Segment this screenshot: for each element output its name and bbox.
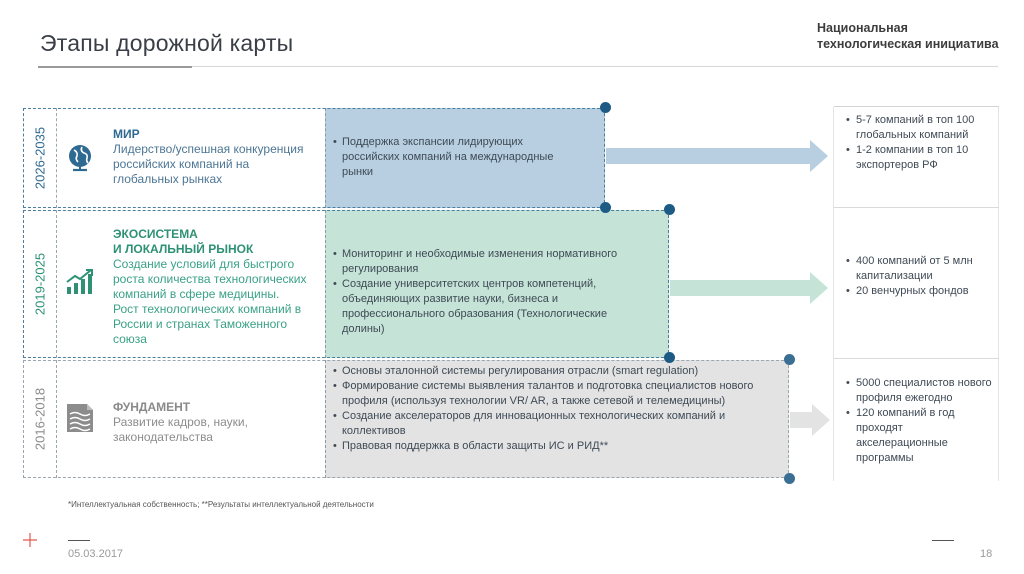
result-item: • 20 венчурных фондов <box>846 284 996 299</box>
page-rule <box>932 540 954 541</box>
globe-icon <box>65 143 95 178</box>
arrow-foundation-icon <box>790 403 832 442</box>
date-rule <box>68 540 90 541</box>
stage-foundation-description: Развитие кадров, науки, законодательства <box>113 415 248 444</box>
stage-foundation-bullet: • Основы эталонной системы регулирования отрасли (smart regulation) <box>333 364 783 379</box>
results-foundation <box>846 376 996 466</box>
stage-mir-dot-top <box>600 102 611 113</box>
page-number: 18 <box>980 548 993 560</box>
results-top-rule <box>834 106 999 107</box>
stage-ecosystem-title-1: ЭКОСИСТЕМА <box>113 227 198 241</box>
stage-ecosystem-dot-bottom <box>664 352 675 363</box>
brand-line-1: Национальная <box>817 21 908 35</box>
stage-mir-divider <box>325 108 326 208</box>
stage-foundation-year-column <box>23 360 57 478</box>
stage-foundation-title: ФУНДАМЕНТ <box>113 400 191 414</box>
stage-foundation-divider <box>325 360 326 478</box>
stage-mir-bullets <box>333 135 583 180</box>
stage-foundation-category <box>113 400 313 445</box>
stage-ecosystem-dot-top <box>664 204 675 215</box>
stage-mir-description: Лидерство/успешная конкуренция российских компаний на глобальных рынках <box>113 142 304 186</box>
plus-icon <box>22 532 38 553</box>
result-item: • 400 компаний от 5 млн капитализации <box>846 254 996 284</box>
document-icon <box>65 403 95 438</box>
stage-ecosystem-description-1: Создание условий для быстрого роста количества технологических компаний в сфере медицины. <box>113 257 307 301</box>
footnote: *Интеллектуальная собственность; **Результаты интеллектуальной деятельности <box>68 500 374 509</box>
growth-chart-icon <box>65 268 97 301</box>
results-ecosystem <box>846 254 996 299</box>
stage-mir-category <box>113 127 313 187</box>
stage-foundation-bullet: • Формирование системы выявления талантов и подготовка специалистов нового профиля (используя технологии VR/ AR, а также сетевой и телемедицины) <box>333 379 783 409</box>
stage-ecosystem-years: 2019-2025 <box>32 252 47 316</box>
stage-foundation-years: 2016-2018 <box>32 387 47 451</box>
stage-ecosystem-title-2: И ЛОКАЛЬНЫЙ РЫНОК <box>113 242 254 256</box>
stage-ecosystem-year-column <box>23 210 57 358</box>
stage-foundation-dot-bottom <box>784 473 795 484</box>
arrow-mir-icon <box>606 139 830 178</box>
stage-ecosystem-divider <box>325 210 326 358</box>
stage-foundation-bullet: • Создание акселераторов для инновационных технологических компаний и коллективов <box>333 409 783 439</box>
stage-foundation-bullet: • Правовая поддержка в области защиты ИС и РИД** <box>333 439 783 454</box>
slide-date: 05.03.2017 <box>68 548 124 560</box>
result-item: • 120 компаний в год проходят акселерационные программы <box>846 406 996 466</box>
stage-ecosystem-bullets <box>333 247 638 337</box>
results-left-edge <box>833 107 834 481</box>
stage-ecosystem-category <box>113 227 323 347</box>
stage-foundation <box>23 360 789 478</box>
results-right-edge <box>998 107 999 481</box>
results-divider-2 <box>834 358 999 359</box>
results-mir <box>846 113 996 173</box>
arrow-ecosystem-icon <box>670 271 830 310</box>
stage-foundation-bullets <box>333 364 783 454</box>
stage-mir <box>23 108 605 208</box>
result-item: • 5-7 компаний в топ 100 глобальных компаний <box>846 113 996 143</box>
stage-foundation-dot-top <box>784 354 795 365</box>
stage-ecosystem <box>23 210 669 358</box>
stage-ecosystem-description-2: Рост технологических компаний в России и странах Таможенного союза <box>113 302 302 346</box>
stage-ecosystem-bullet: • Создание университетских центров компетенций, объединяющих развитие науки, бизнеса и профессионального образования (Технологические долины) <box>333 277 638 337</box>
result-item: • 5000 специалистов нового профиля ежегодно <box>846 376 996 406</box>
stage-mir-title: МИР <box>113 127 140 141</box>
title-divider-accent <box>38 66 192 68</box>
stage-mir-bullet: • Поддержка экспансии лидирующих российских компаний на международные рынки <box>333 135 583 180</box>
stage-mir-years: 2026-2035 <box>32 126 47 190</box>
stage-mir-year-column <box>23 108 57 208</box>
result-item: • 1-2 компании в топ 10 экспортеров РФ <box>846 143 996 173</box>
results-divider-1 <box>834 207 999 208</box>
brand-line-2: технологическая инициатива <box>817 37 999 51</box>
brand-logo-text <box>817 20 999 52</box>
page-title: Этапы дорожной карты <box>40 30 294 56</box>
stage-mir-dot-bottom <box>600 202 611 213</box>
stage-ecosystem-bullet: • Мониторинг и необходимые изменения нормативного регулирования <box>333 247 638 277</box>
